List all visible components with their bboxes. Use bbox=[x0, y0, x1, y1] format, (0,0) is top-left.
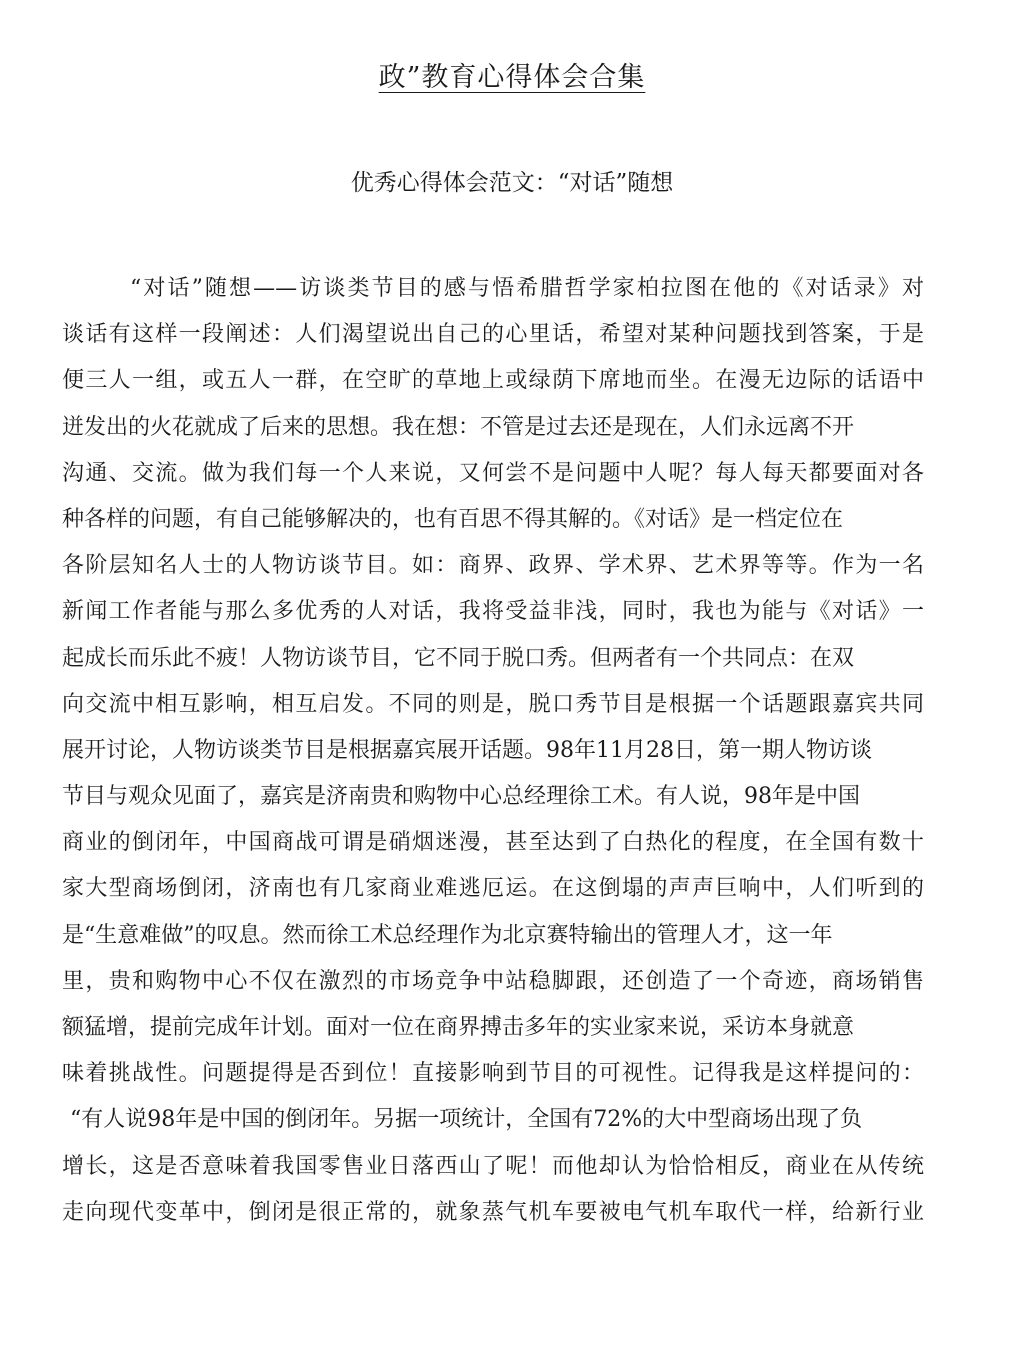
body-line: 是“生意难做”的叹息。然而徐工术总经理作为北京赛特输出的管理人才，这一年 bbox=[62, 922, 833, 948]
body-line: 迸发出的火花就成了后来的思想。我在想：不管是过去还是现在，人们永远离不开 bbox=[62, 414, 855, 440]
body-line: 额猛增，提前完成年计划。面对一位在商界搏击多年的实业家来说，采访本身就意 bbox=[62, 1015, 855, 1040]
body-line: “对话”随想——访谈类节目的感与悟希腊哲学家柏拉图在他的《对话录》对 bbox=[130, 276, 924, 301]
document-subtitle: 优秀心得体会范文：“对话”随想 bbox=[350, 170, 674, 196]
body-line: 便三人一组，或五人一群，在空旷的草地上或绿荫下席地而坐。在漫无边际的话语中 bbox=[62, 368, 924, 394]
body-line: 起成长而乐此不疲！人物访谈节目，它不同于脱口秀。但两者有一个共同点：在双 bbox=[62, 645, 855, 671]
body-line: 新闻工作者能与那么多优秀的人对话，我将受益非浅，同时，我也为能与《对话》一 bbox=[62, 599, 924, 625]
document-title-text: 政”教育心得体会合集 bbox=[378, 62, 646, 93]
body-line: 家大型商场倒闭，济南也有几家商业难逃厄运。在这倒塌的声声巨响中，人们听到的 bbox=[62, 876, 924, 902]
body-line: 增长，这是否意味着我国零售业日落西山了呢！而他却认为恰恰相反，商业在从传统 bbox=[62, 1153, 924, 1179]
body-line: “有人说98年是中国的倒闭年。另据一项统计，全国有72%的大中型商场出现了负 bbox=[70, 1107, 863, 1133]
body-line: 商业的倒闭年，中国商战可谓是硝烟迷漫，甚至达到了白热化的程度，在全国有数十 bbox=[62, 830, 924, 856]
body-line: 沟通、交流。做为我们每一个人来说，又何尝不是问题中人呢？每人每天都要面对各 bbox=[62, 460, 924, 486]
body-line: 展开讨论，人物访谈类节目是根据嘉宾展开话题。98年11月28日，第一期人物访谈 bbox=[62, 737, 872, 763]
body-line: 向交流中相互影响，相互启发。不同的则是，脱口秀节目是根据一个话题跟嘉宾共同 bbox=[62, 691, 924, 717]
body-line: 谈话有这样一段阐述：人们渴望说出自己的心里话，希望对某种问题找到答案，于是 bbox=[62, 322, 924, 348]
document-body bbox=[62, 266, 924, 1236]
body-line: 各阶层知名人士的人物访谈节目。如：商界、政界、学术界、艺术界等等。作为一名 bbox=[62, 553, 924, 579]
body-line: 节目与观众见面了，嘉宾是济南贵和购物中心总经理徐工术。有人说，98年是中国 bbox=[62, 784, 860, 810]
body-line: 里，贵和购物中心不仅在激烈的市场竞争中站稳脚跟，还创造了一个奇迹，商场销售 bbox=[62, 968, 924, 994]
document-title bbox=[0, 58, 1024, 98]
body-line: 味着挑战性。问题提得是否到位！直接影响到节目的可视性。记得我是这样提问的： bbox=[62, 1061, 924, 1087]
body-line: 种各样的问题，有自己能够解决的，也有百思不得其解的。《对话》是一档定位在 bbox=[62, 506, 844, 532]
body-line: 走向现代变革中，倒闭是很正常的，就象蒸气机车要被电气机车取代一样，给新行业 bbox=[62, 1199, 924, 1225]
